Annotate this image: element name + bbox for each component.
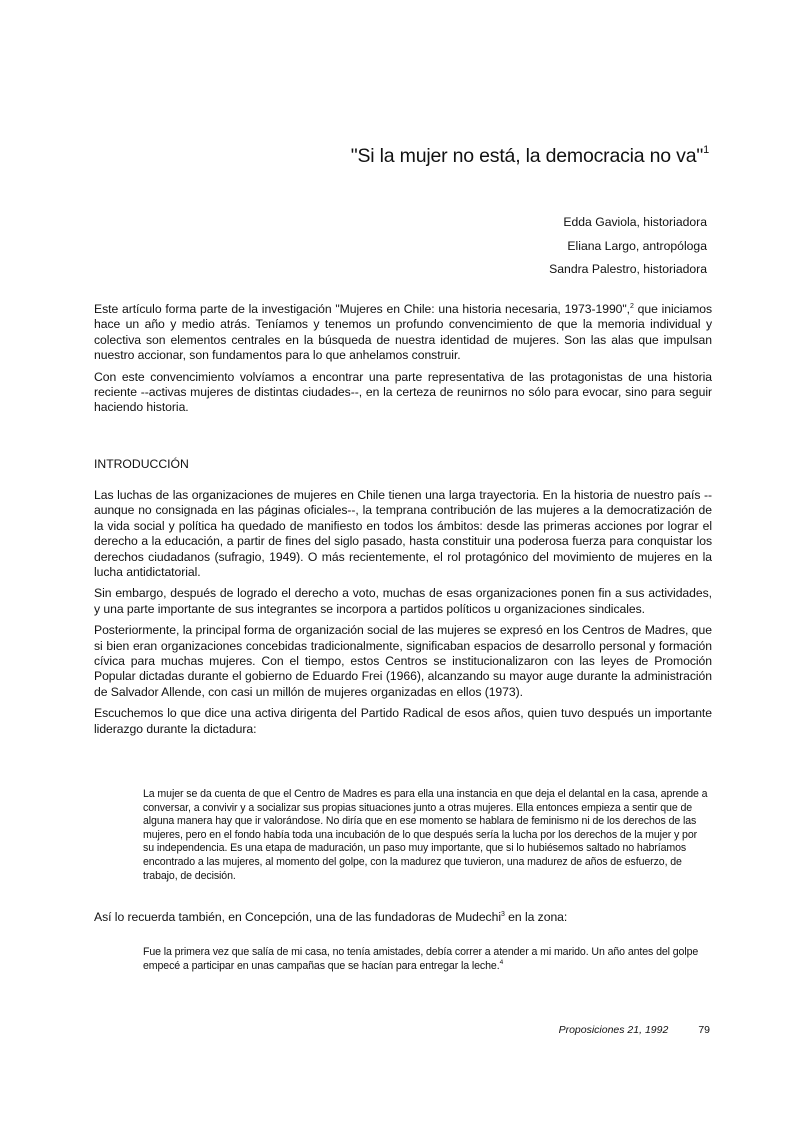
abstract-paragraph: Con este convencimiento volvíamos a encontrar una parte representativa de las protagonistas de una historia reciente --activas mujeres de distintas ciudades--, en la certeza de reunirnos no sólo para evocar, sino para seguir haciendo historia. [94,369,712,415]
author-line: Eliana Largo, antropóloga [567,238,707,253]
author-line: Edda Gaviola, historiadora [563,215,707,229]
block-quote [143,946,710,973]
abstract [94,302,712,422]
page-number: 79 [698,1024,710,1036]
author-line: Sandra Palestro, historiadora [549,262,707,276]
body-paragraph: Sin embargo, después de logrado el derecho a voto, muchas de esas organizaciones ponen fin a sus actividades, y una parte importante de sus integrantes se incorpora a partidos políticos u organizaciones sindicales. [94,586,712,616]
bridge-paragraph [94,910,712,931]
footnote-ref-3[interactable]: 3 [500,911,505,918]
quote-text: Fue la primera vez que salía de mi casa, no tenía amistades, debía correr a atender a mi marido. Un año antes del golpe empecé a participar en unas campañas que se hacían para entregar la leche. [143,946,699,972]
abstract-text: Este artículo forma parte de la investigación "Mujeres en Chile: una historia necesaria, 1973-1990", [94,302,631,316]
page-footer [520,1024,710,1036]
body-paragraph: Posteriormente, la principal forma de organización social de las mujeres se expresó en los Centros de Madres, que si bien eran organizaciones concebidas tradicionalmente, significaban espacios de desarrollo personal y formación cívica para muchas mujeres. Con el tiempo, estos Centros se institucionalizaron con las leyes de Promoción Popular dictadas durante el gobierno de Eduardo Frei (1966), alcanzando su mayor auge durante la administración de Salvador Allende, con casi un millón de mujeres organizadas en ellos (1973). [94,623,712,699]
journal-citation: Proposiciones 21, 1992 [558,1024,669,1036]
block-quote: La mujer se da cuenta de que el Centro de Madres es para ella una instancia en que deja el delantal en la casa, aprende a conversar, a convivir y a socializar sus propias situaciones junto a otras mujeres. Ella entonces empieza a sentir que de alguna manera hay que ir valorándose. No diría que en ese momento se hablara de feminismo ni de los derechos de las mujeres, pero en el fondo había toda una incubación de lo que después sería la lucha por los derechos de la mujer y por su independencia. Es una etapa de maduración, un paso muy importante, que si lo hubiésemos saltado no habríamos encontrado a las mujeres, al momento del golpe, con la madurez que tuvieron, una madurez de años de esfuerzo, de trabajo, de decisión. [143,788,708,882]
footnote-ref-1[interactable]: 1 [703,144,709,156]
body-paragraph [94,910,712,925]
footnote-ref-4[interactable]: 4 [499,958,504,966]
article-title-text: "Si la mujer no está, la democracia no va" [350,145,704,167]
footnote-ref-2[interactable]: 2 [630,303,634,310]
section-heading: INTRODUCCIÓN [94,457,189,471]
article-title [200,144,709,168]
abstract-text: que iniciamos hace un año y medio atrás. Teníamos y tenemos un profundo convencimiento de que la memoria individual y colectiva son elementos centrales en la búsqueda de nuestra identidad de mujeres. Son las alas que impulsan nuestro accionar, son fundamentos para lo que anhelamos construir. [94,302,712,363]
introduction-body [94,488,712,743]
author-list [549,211,707,282]
bridge-text: en la zona: [504,910,568,924]
abstract-paragraph [94,302,712,364]
body-paragraph: Las luchas de las organizaciones de mujeres en Chile tienen una larga trayectoria. En la historia de nuestro país --aunque no consignada en las páginas oficiales--, la temprana contribución de las mujeres a la democratización de la vida social y política ha quedado de manifiesto en todos los ámbitos: desde las primeras acciones por lograr el derecho a la educación, a partir de fines del siglo pasado, hasta constituir una poderosa fuerza para conquistar los derechos ciudadanos (sufragio, 1949). O más recientemente, el rol protagónico del movimiento de mujeres en la lucha antidictatorial. [94,488,712,580]
body-paragraph: Escuchemos lo que dice una activa dirigenta del Partido Radical de esos años, quien tuvo después un importante liderazgo durante la dictadura: [94,706,712,736]
bridge-text: Así lo recuerda también, en Concepción, una de las fundadoras de Mudechi [94,910,501,924]
